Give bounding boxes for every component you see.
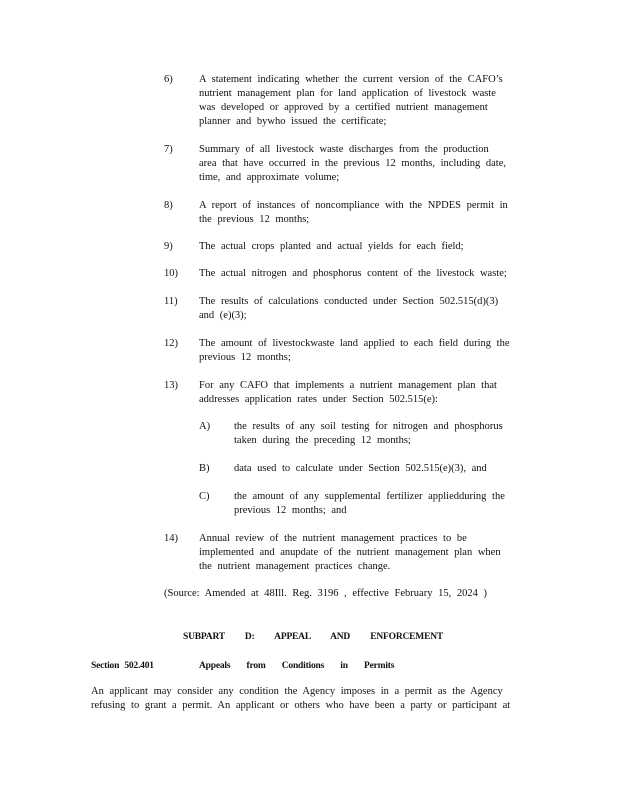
item-line: previous 12 months; (199, 352, 291, 363)
item-line: nutrient management plan for land application of livestock waste (199, 88, 496, 99)
subitem-text (234, 490, 505, 518)
item-line: For any CAFO that implements a nutrient management plan that (199, 380, 497, 391)
source-note: (Source: Amended at 48Ill. Reg. 3196 , effective February 15, 2024 ) (164, 588, 487, 599)
item-line: the previous 12 months; (199, 214, 310, 225)
section-number: Section 502.401 (91, 661, 154, 671)
paragraph-line: refusing to grant a permit. An applicant or others who have been a party or participant at (91, 700, 511, 711)
subitem-text (234, 462, 487, 476)
subitem-line: data used to calculate under Section 502.515(e)(3), and (234, 463, 487, 474)
item-line: The results of calculations conducted under Section 502.515(d)(3) (199, 296, 499, 307)
item-line: time, and approximate volume; (199, 172, 340, 183)
item-text (199, 379, 497, 407)
item-text (199, 267, 507, 281)
item-line: A report of instances of noncompliance with the NPDES permit in (199, 200, 508, 211)
item-number: 9) (164, 241, 173, 252)
item-text (199, 337, 510, 365)
subitem-line: previous 12 months; and (234, 505, 347, 516)
item-line: Annual review of the nutrient management practices to be (199, 533, 467, 544)
item-line: Summary of all livestock waste discharges from the production (199, 144, 489, 155)
subitem-line: the results of any soil testing for nitrogen and phosphorus (234, 421, 503, 432)
item-text (199, 295, 498, 323)
subitem-letter: B) (199, 463, 210, 474)
item-text (199, 199, 508, 227)
item-text (199, 532, 501, 574)
subitem-letter: A) (199, 421, 211, 432)
item-line: the nutrient management practices change. (199, 561, 391, 572)
item-text (199, 240, 464, 254)
item-text (199, 73, 503, 129)
subpart-heading: SUBPART D: APPEAL AND ENFORCEMENT (183, 632, 444, 642)
item-line: The actual crops planted and actual yields for each field; (199, 241, 464, 252)
subitem-line: taken during the preceding 12 months; (234, 435, 411, 446)
subitem-text (234, 420, 503, 448)
item-number: 7) (164, 144, 173, 155)
item-line: The amount of livestockwaste land applied to each field during the (199, 338, 510, 349)
item-line: The actual nitrogen and phosphorus content of the livestock waste; (199, 268, 507, 279)
item-line: addresses application rates under Section 502.515(e): (199, 394, 438, 405)
item-line: implemented and anupdate of the nutrient management plan when (199, 547, 501, 558)
subitem-line: the amount of any supplemental fertilizer appliedduring the (234, 491, 505, 502)
subitem-letter: C) (199, 491, 210, 502)
item-number: 14) (164, 533, 178, 544)
item-number: 6) (164, 74, 173, 85)
item-text (199, 143, 506, 185)
section-title: Appeals from Conditions in Permits (199, 661, 395, 671)
item-number: 11) (164, 296, 178, 307)
item-number: 12) (164, 338, 178, 349)
item-line: was developed or approved by a certified nutrient management (199, 102, 488, 113)
item-line: A statement indicating whether the current version of the CAFO’s (199, 74, 503, 85)
item-line: and (e)(3); (199, 310, 247, 321)
item-number: 13) (164, 380, 178, 391)
item-line: area that have occurred in the previous 12 months, including date, (199, 158, 506, 169)
paragraph-line: An applicant may consider any condition the Agency imposes in a permit as the Agency (91, 686, 503, 697)
item-line: planner and bywho issued the certificate; (199, 116, 387, 127)
body-paragraph (91, 685, 510, 713)
item-number: 10) (164, 268, 178, 279)
item-number: 8) (164, 200, 173, 211)
